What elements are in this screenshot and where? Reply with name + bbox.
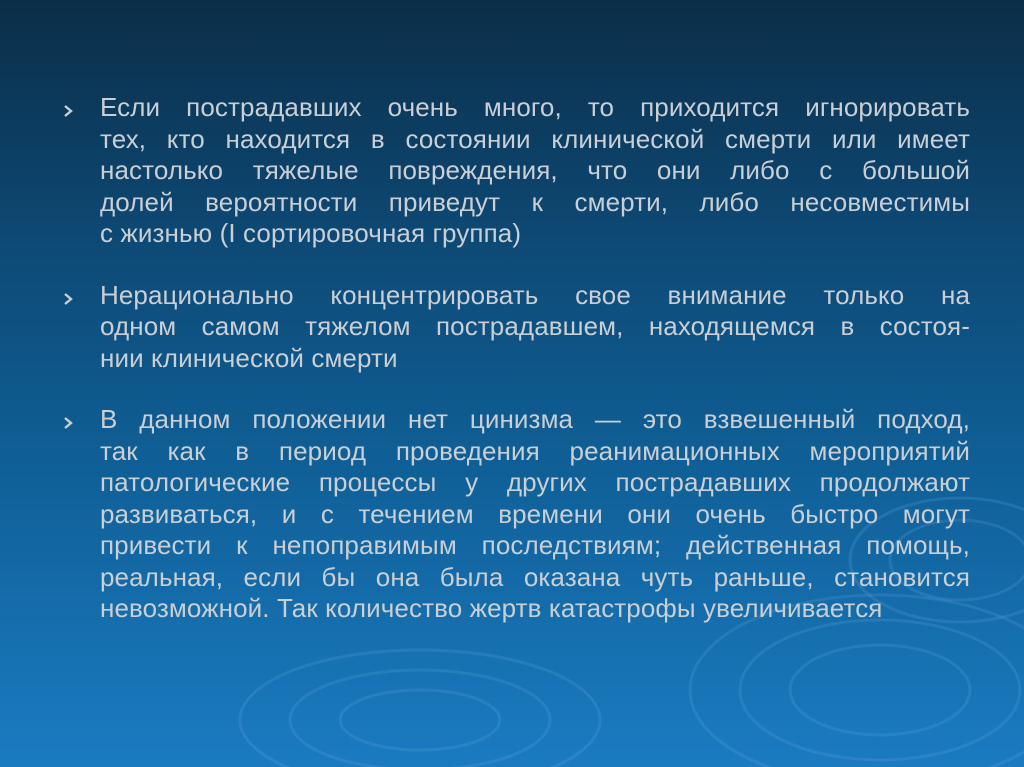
- bullet-item: [58, 280, 970, 375]
- bullet-text-line: патологические процессы у других пострадавших продолжают: [100, 467, 970, 497]
- bullet-text-line: одном самом тяжелом пострадавшем, находящемся в состоя-: [100, 311, 970, 341]
- bullet-text-line: долей вероятности приведут к смерти, либо несовместимы: [100, 186, 970, 217]
- slide-body: [58, 92, 970, 625]
- bullet-text-line: развиваться, и с течением времени они очень быстро могут: [100, 498, 970, 529]
- bullet-text-line: Нерационально концентрировать свое внимание только на: [100, 279, 970, 310]
- chevron-right-icon: [62, 293, 74, 305]
- bullet-text-line: невозможной. Так количество жертв катастрофы увеличивается: [100, 593, 883, 623]
- bullet-text-line: нии клинической смерти: [100, 342, 398, 373]
- bullet-text-line: с жизнью (I сортировочная группа): [100, 218, 522, 248]
- bullet-text-line: так как в период проведения реанимационных мероприятий: [100, 435, 970, 466]
- bullet-text-line: В данном положении нет цинизма — это взвешенный подход,: [100, 404, 970, 434]
- bullet-text-line: тех, кто находится в состоянии клинической смерти или имеет: [100, 123, 970, 154]
- bullet-item: [58, 404, 970, 625]
- bullet-text-line: настолько тяжелые повреждения, что они либо с большой: [100, 155, 970, 185]
- bullet-text-line: реальная, если бы она была оказана чуть раньше, становится: [100, 561, 970, 592]
- bullet-text-line: Если пострадавших очень много, то приходится игнорировать: [100, 92, 970, 122]
- bullet-text-line: привести к непоправимым последствиям; действенная помощь,: [100, 530, 970, 560]
- chevron-right-icon: [62, 417, 74, 429]
- bullet-item: [58, 92, 970, 250]
- chevron-right-icon: [62, 105, 74, 117]
